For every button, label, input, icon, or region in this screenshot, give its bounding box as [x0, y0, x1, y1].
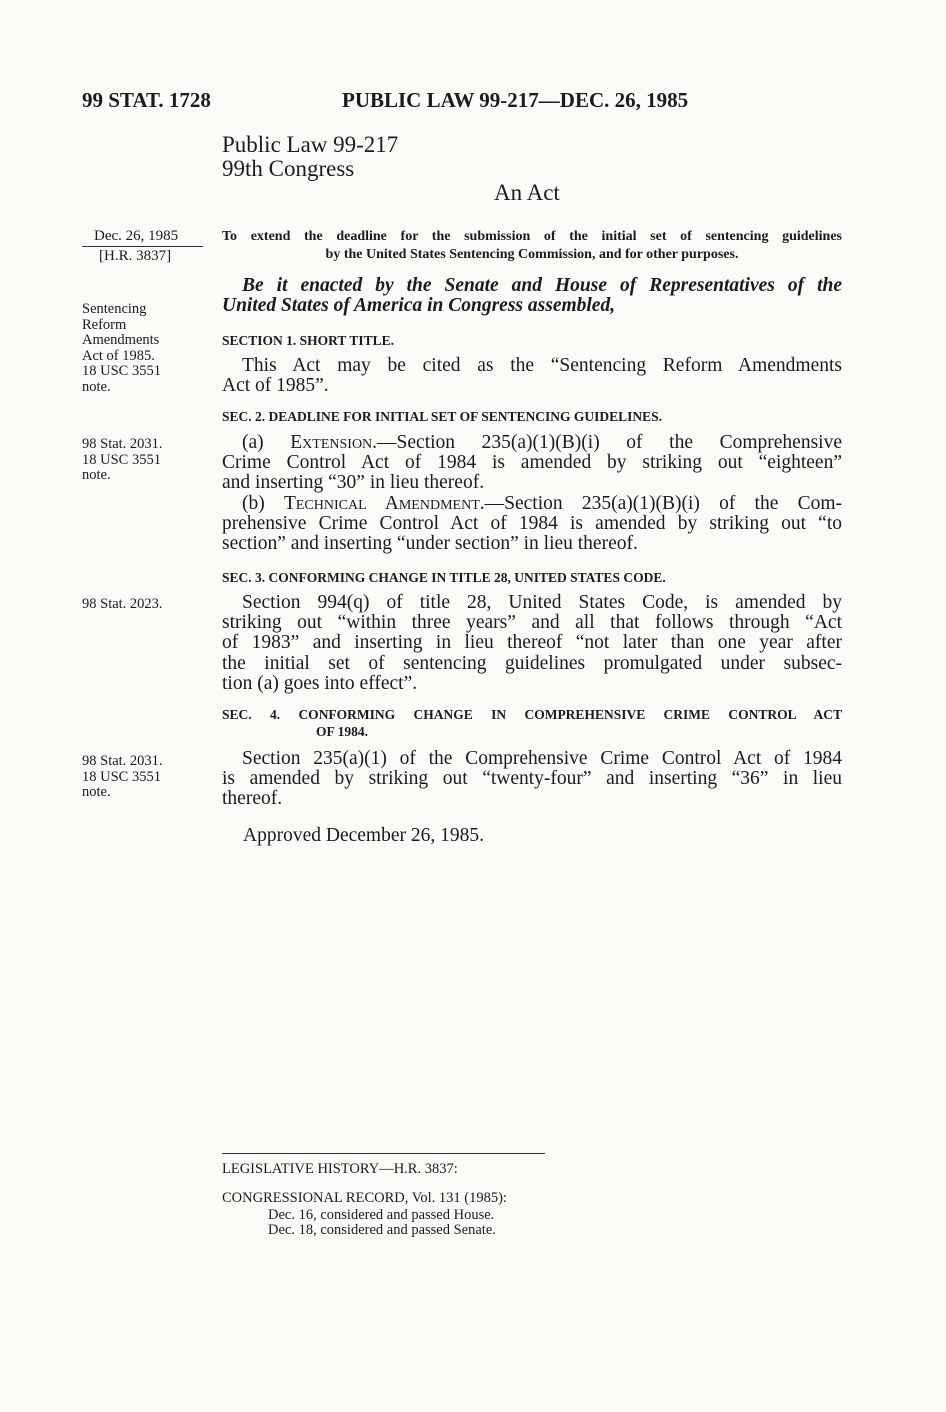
sec3-text: Section 994(q) of title 28, United States Code, is amended by striking out “within three years” and all that follows through “Act of 1983” and inserting in lieu thereof “not later than one year after the initial set of sentencing guidelines promulgated under subsec- tion (a) goes into effect”.: [222, 592, 842, 694]
history-entry: Dec. 18, considered and passed Senate.: [268, 1222, 496, 1238]
purpose: To extend the deadline for the submission of the initial set of sentencing guidelines by the United States Sentencing Commission, and for other purposes.: [222, 229, 842, 262]
law-number: Public Law 99-217: [222, 132, 399, 157]
extension-caption: Extension: [290, 432, 373, 453]
bill-number: [H.R. 3837]: [99, 248, 172, 264]
sec2-subsection-b: (b) Technical Amendment.—Section 235(a)(1)(B)(i) of the Com- prehensive Crime Control Act of 1984 is amended by striking out “to section” and inserting “under section” in lieu thereof.: [222, 493, 842, 555]
congress: 99th Congress: [222, 156, 355, 181]
congressional-record: CONGRESSIONAL RECORD, Vol. 131 (1985):: [222, 1190, 507, 1206]
margin-note-sec2: 98 Stat. 2031. 18 USC 3551 note.: [82, 436, 163, 483]
sec1-heading: SECTION 1. SHORT TITLE.: [222, 333, 394, 348]
margin-date: Dec. 26, 1985: [94, 228, 179, 244]
margin-note-sec1: Sentencing Reform Amendments Act of 1985. 18 USC 3551 note.: [82, 301, 161, 395]
approval-date: Approved December 26, 1985.: [243, 825, 484, 846]
history-entry: Dec. 16, considered and passed House.: [268, 1207, 495, 1223]
margin-note-sec4: 98 Stat. 2031. 18 USC 3551 note.: [82, 753, 163, 800]
sec2-heading: SEC. 2. DEADLINE FOR INITIAL SET OF SENTENCING GUIDELINES.: [222, 409, 662, 424]
sec3-heading: SEC. 3. CONFORMING CHANGE IN TITLE 28, UNITED STATES CODE.: [222, 570, 666, 585]
margin-note-sec3: 98 Stat. 2023.: [82, 596, 163, 612]
running-title: PUBLIC LAW 99-217—DEC. 26, 1985: [342, 88, 689, 112]
sec1-text: This Act may be cited as the “Sentencing Reform Amendments Act of 1985”.: [222, 355, 842, 397]
stat-page-number: 99 STAT. 1728: [82, 88, 211, 112]
sec4-text: Section 235(a)(1) of the Comprehensive Crime Control Act of 1984 is amended by striking out “twenty-four” and inserting “36” in lieu thereof.: [222, 748, 842, 810]
act-label: An Act: [494, 180, 560, 205]
legislative-history-title: LEGISLATIVE HISTORY—H.R. 3837:: [222, 1161, 458, 1177]
technical-amendment-caption: Technical Amendment: [283, 493, 480, 514]
sec4-heading: SEC. 4. CONFORMING CHANGE IN COMPREHENSIVE CRIME CONTROL ACT OF 1984.: [222, 707, 842, 739]
footer-divider: [222, 1153, 545, 1154]
margin-divider: [82, 246, 203, 247]
enacting-clause: Be it enacted by the Senate and House of Representatives of the United States of America in Congress assembled,: [222, 275, 842, 317]
sec2-subsection-a: (a) Extension.—Section 235(a)(1)(B)(i) of the Comprehensive Crime Control Act of 1984 is amended by striking out “eighteen” and inserting “30” in lieu thereof.: [222, 432, 842, 494]
